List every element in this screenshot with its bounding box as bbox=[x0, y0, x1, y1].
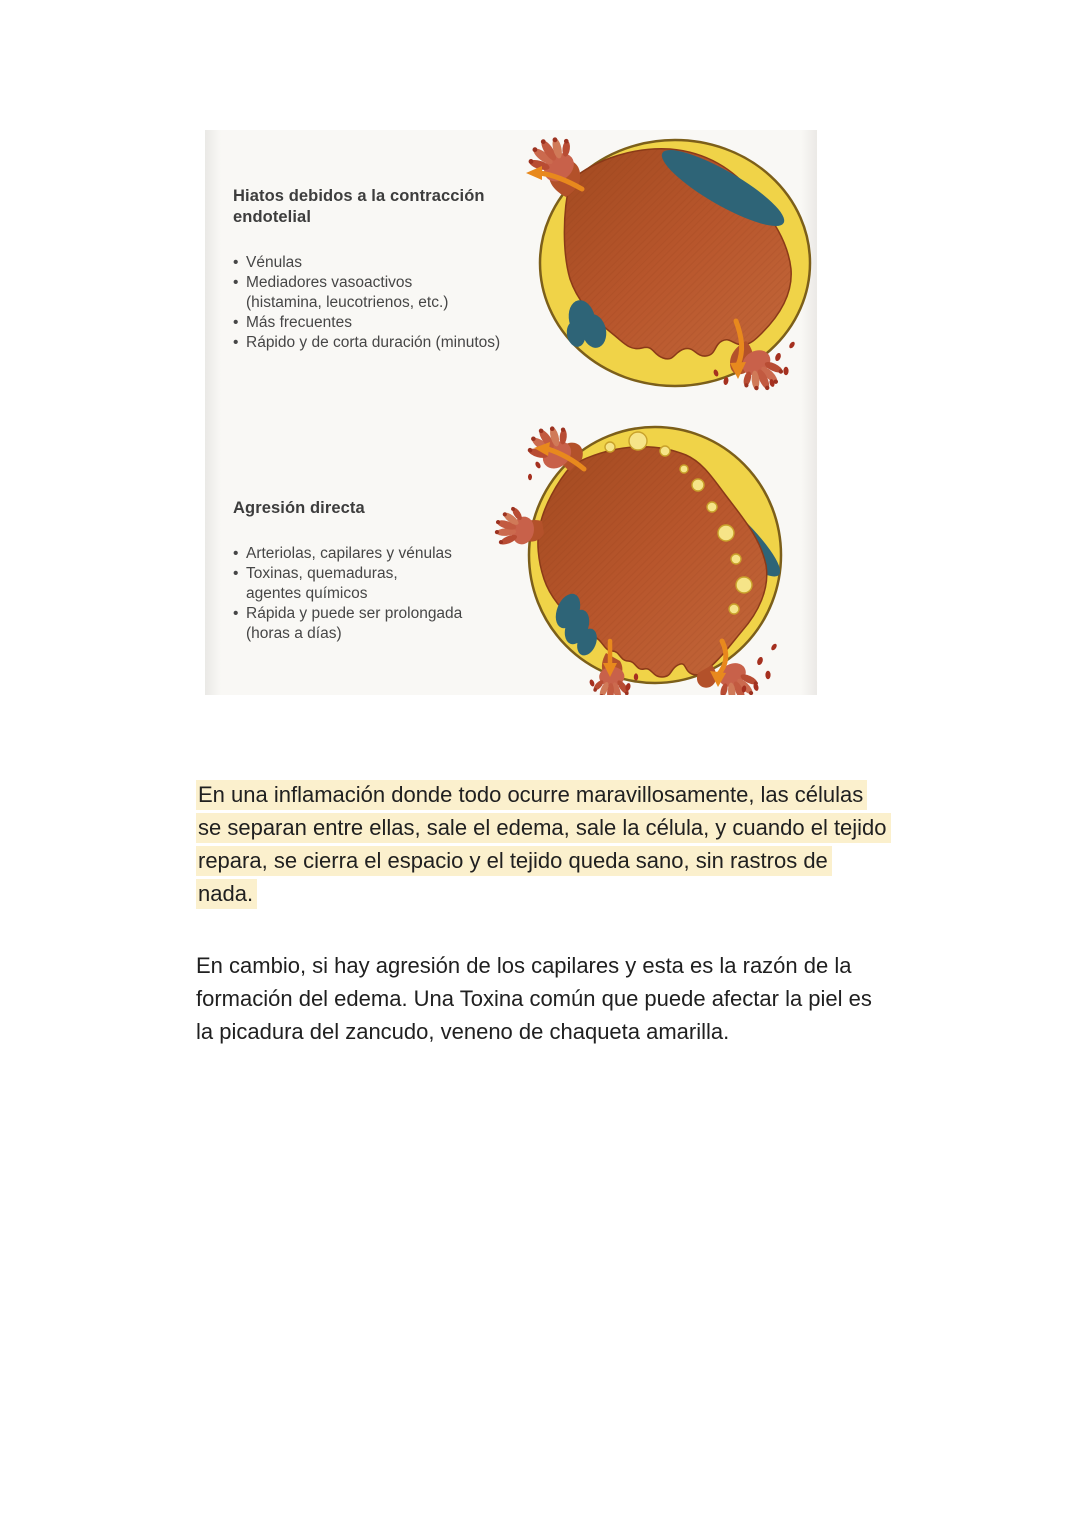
bullet-line: agentes químicos bbox=[246, 585, 368, 602]
text-line bbox=[196, 877, 891, 910]
figure-heading-endothelial-contraction: Hiatos debidos a la contracción endotelial bbox=[233, 187, 485, 226]
figure-panel-endothelial-contraction bbox=[233, 186, 549, 353]
bullet-lines bbox=[246, 273, 448, 313]
bullet-marker: • bbox=[233, 274, 239, 291]
highlighted-text: repara, se cierra el espacio y el tejido queda sano, sin rastros de bbox=[196, 846, 832, 876]
text-line bbox=[196, 949, 891, 982]
bullet-marker: • bbox=[233, 334, 239, 351]
bullet-marker: • bbox=[233, 314, 239, 331]
text-line bbox=[196, 1015, 891, 1048]
vessel-illustration-direct-injury bbox=[460, 425, 800, 695]
bullet-line: Mediadores vasoactivos bbox=[246, 274, 413, 291]
figure-bullet-item bbox=[233, 253, 549, 273]
bullet-marker: • bbox=[233, 254, 239, 271]
paragraph[interactable] bbox=[196, 949, 891, 1048]
bullet-marker: • bbox=[233, 605, 239, 622]
bullet-lines bbox=[246, 604, 462, 644]
figure-bullet-item bbox=[233, 273, 549, 313]
bullet-line: Vénulas bbox=[246, 254, 303, 271]
bullet-line: (horas a días) bbox=[246, 625, 342, 642]
highlighted-text: En una inflamación donde todo ocurre maravillosamente, las células bbox=[196, 780, 867, 810]
leakage-arrow-head bbox=[526, 166, 542, 180]
highlighted-text: nada. bbox=[196, 879, 257, 909]
bullet-marker: • bbox=[233, 565, 239, 582]
figure-heading-direct-injury: Agresión directa bbox=[233, 499, 365, 517]
paragraph-text: En cambio, si hay agresión de los capilares y esta es la razón de la bbox=[196, 953, 852, 978]
document-body-text bbox=[196, 778, 891, 1048]
paragraph-text: la picadura del zancudo, veneno de chaqueta amarilla. bbox=[196, 1019, 730, 1044]
highlighted-text: se separan entre ellas, sale el edema, sale la célula, y cuando el tejido bbox=[196, 813, 891, 843]
figure-bullet-item bbox=[233, 313, 549, 333]
bullet-line: Más frecuentes bbox=[246, 314, 352, 331]
highlighted-paragraph[interactable] bbox=[196, 778, 891, 910]
bullet-line: Rápida y puede ser prolongada bbox=[246, 605, 463, 622]
bullet-line: Toxinas, quemaduras, bbox=[246, 565, 398, 582]
text-line bbox=[196, 982, 891, 1015]
bullet-line: (histamina, leucotrienos, etc.) bbox=[246, 294, 449, 311]
paragraph-text: formación del edema. Una Toxina común que puede afectar la piel es bbox=[196, 986, 872, 1011]
bullet-line: Arteriolas, capilares y vénulas bbox=[246, 545, 452, 562]
bullet-lines bbox=[246, 564, 398, 604]
figure-bullet-list bbox=[233, 253, 549, 353]
inflammation-figure-image[interactable] bbox=[205, 130, 817, 695]
text-line bbox=[196, 778, 891, 811]
bullet-line: Rápido y de corta duración (minutos) bbox=[246, 334, 501, 351]
figure-bullet-item bbox=[233, 333, 549, 353]
vessel-illustration-endothelial-contraction bbox=[520, 135, 812, 400]
bullet-marker: • bbox=[233, 545, 239, 562]
text-line bbox=[196, 844, 891, 877]
text-line bbox=[196, 811, 891, 844]
